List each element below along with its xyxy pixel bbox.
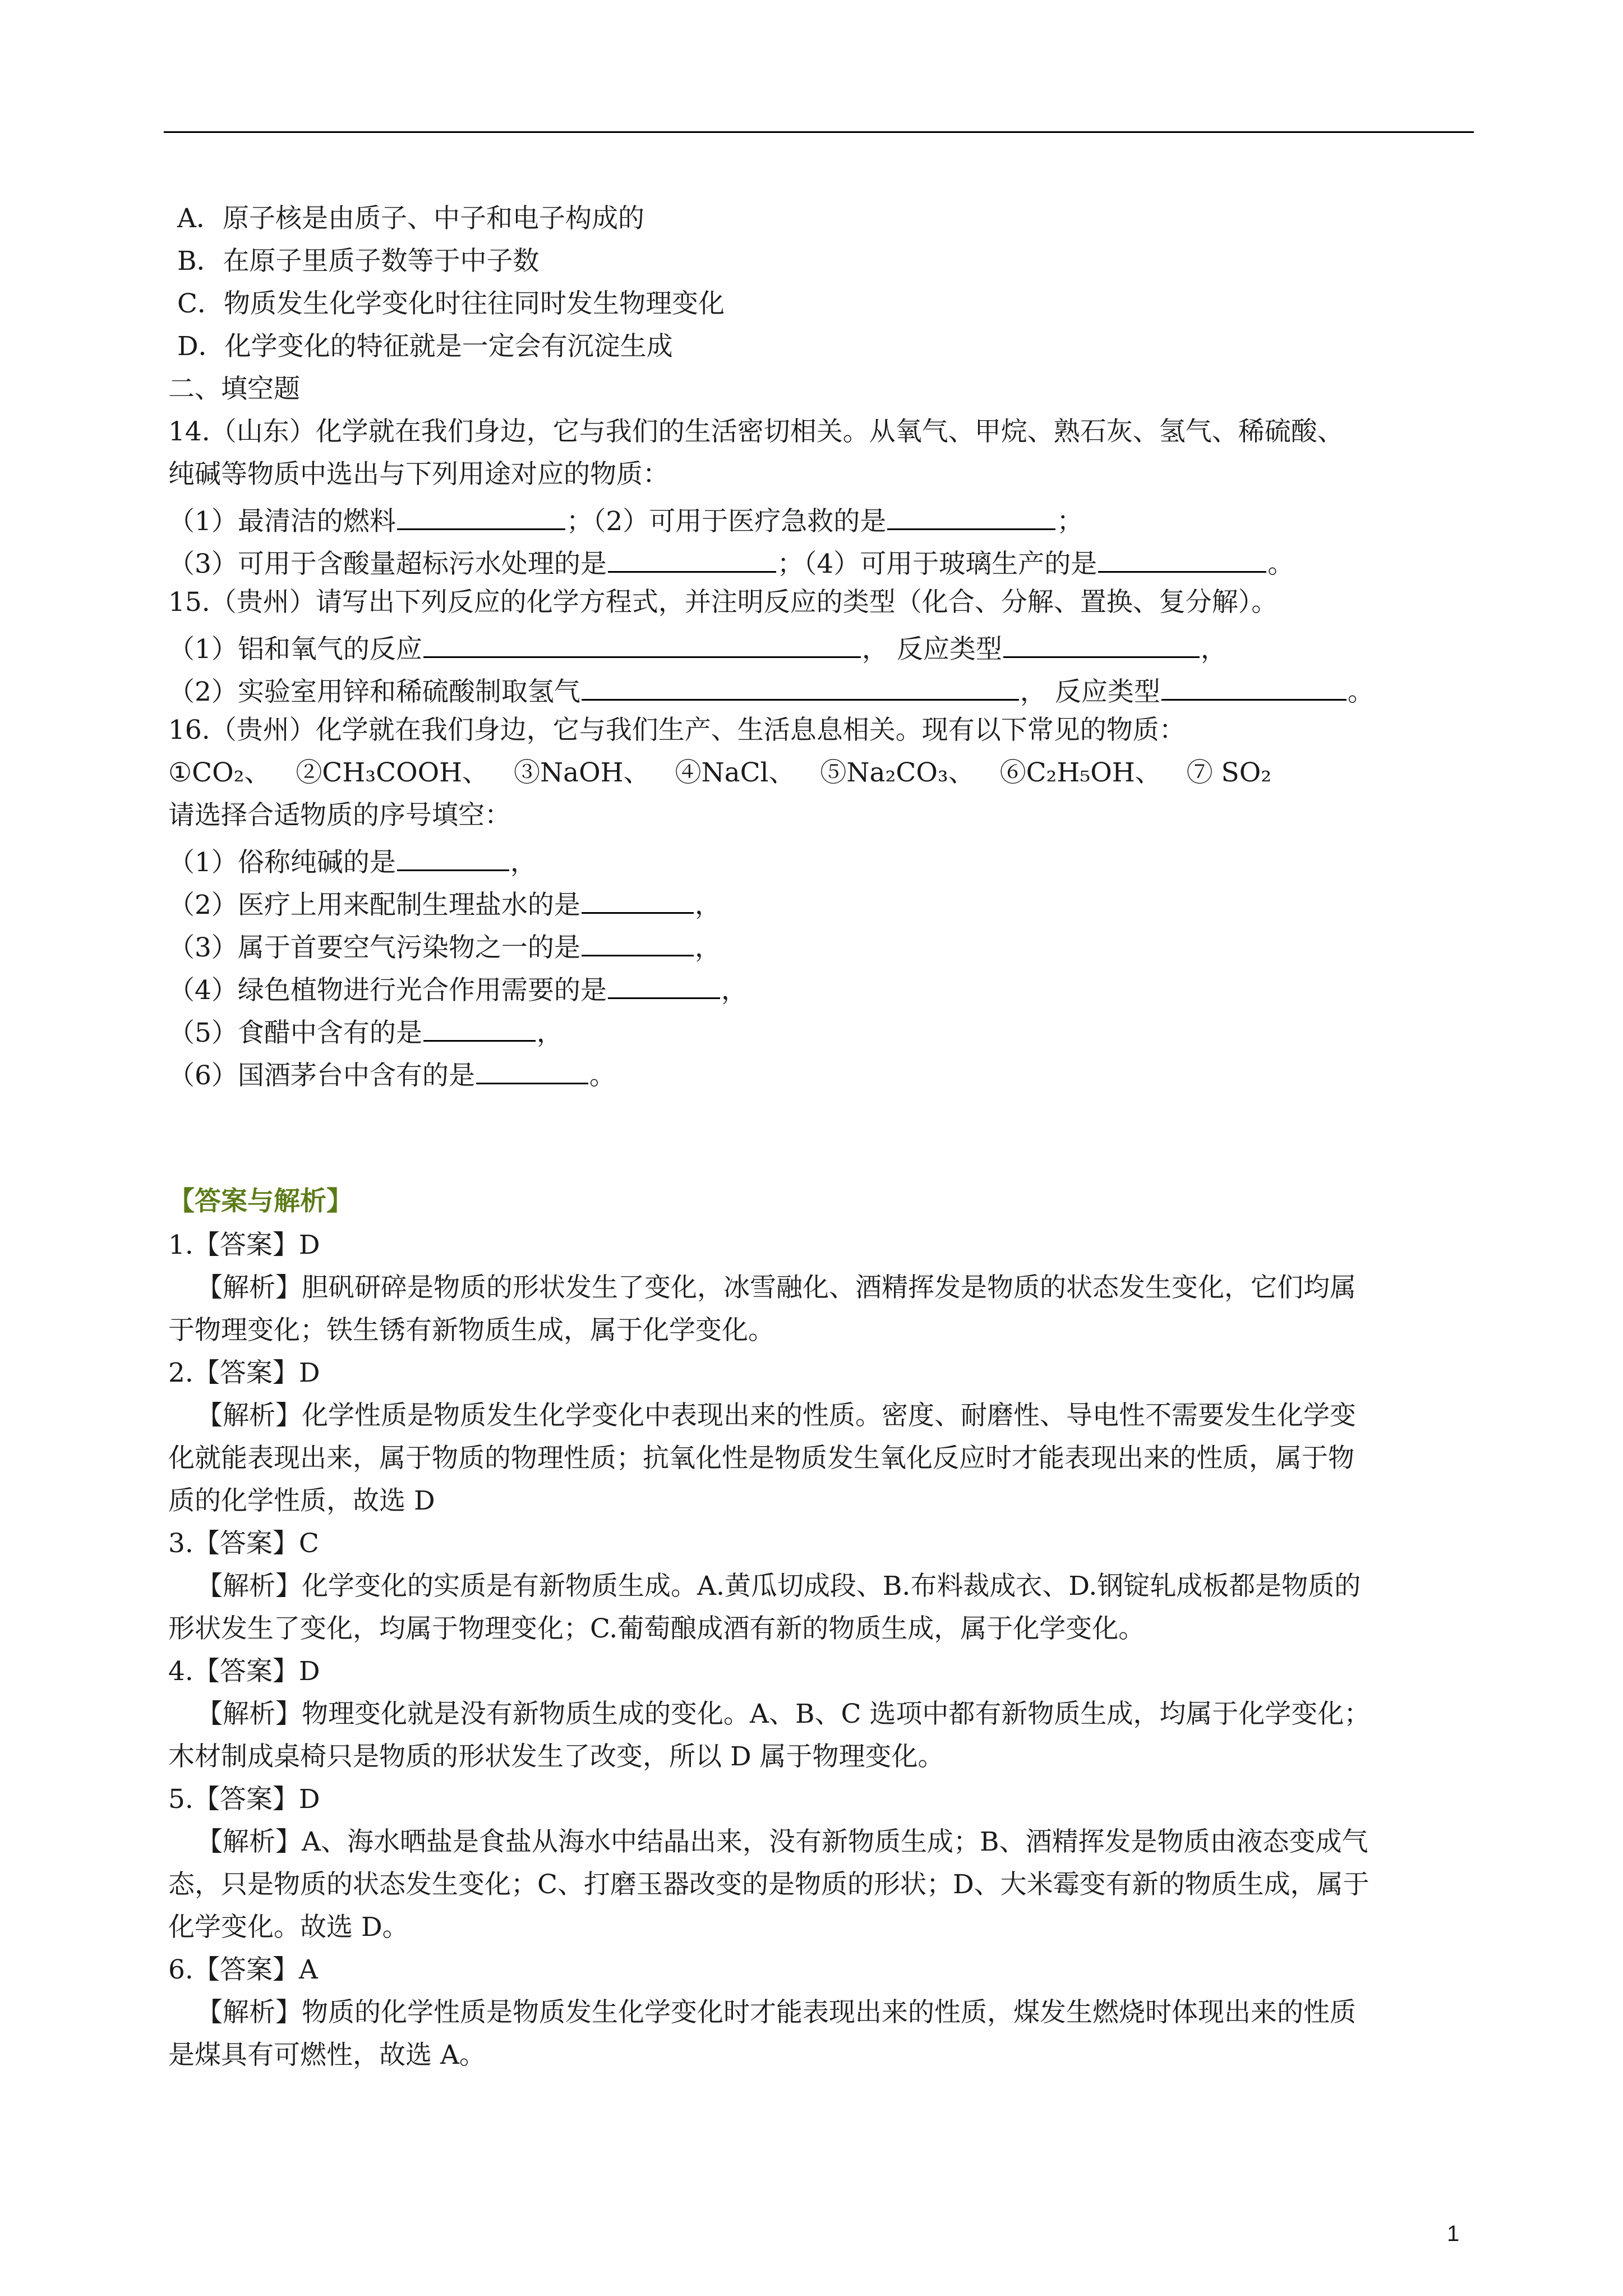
- answer-blank[interactable]: [887, 500, 1055, 530]
- explanation-line: 【解析】物理变化就是没有新物质生成的变化。A、B、C 选项中都有新物质生成，均属于化学变化；: [196, 1699, 1371, 1729]
- explanation-line: 【解析】化学性质是物质发生化学变化中表现出来的性质。密度、耐磨性、导电性不需要发生化学变: [196, 1400, 1356, 1431]
- punctuation: ，: [1200, 634, 1227, 665]
- q15-item2-text: （2）实验室用锌和稀硫酸制取氢气: [168, 677, 580, 707]
- answer-6: 6.【答案】A: [168, 1954, 318, 1985]
- explanation-line: 是煤具有可燃性，故选 A。: [168, 2040, 486, 2070]
- q16-item: [168, 1055, 616, 1091]
- q15-line2: [168, 671, 1374, 705]
- explanation-line: 化就能表现出来，属于物质的物理性质；抗氧化性是物质发生氧化反应时才能表现出来的性质，属于物: [168, 1443, 1354, 1474]
- reaction-type-blank[interactable]: [1161, 671, 1347, 701]
- option-a: A．原子核是由质子、中子和电子构成的: [177, 203, 644, 234]
- answer-4: 4.【答案】D: [168, 1656, 320, 1687]
- punctuation: ，: [536, 1018, 563, 1048]
- reaction-type-label: ， 反应类型: [1020, 677, 1160, 707]
- punctuation: 。: [1267, 549, 1294, 579]
- reaction-type-label: ， 反应类型: [861, 634, 1002, 665]
- q16-item: [168, 1012, 563, 1046]
- explanation-line: 质的化学性质，故选 D: [168, 1485, 435, 1516]
- q14-item1-text: （1）最清洁的燃料: [168, 506, 396, 537]
- answer-blank[interactable]: [397, 841, 509, 871]
- q15-stem: 15.（贵州）请写出下列反应的化学方程式，并注明反应的类型（化合、分解、置换、复分解）。: [168, 587, 1278, 618]
- explanation-line: 于物理变化；铁生锈有新物质生成，属于化学变化。: [168, 1315, 774, 1346]
- punctuation: ，: [694, 890, 721, 921]
- answer-5: 5.【答案】D: [168, 1784, 320, 1815]
- q16-item-text: （6）国酒茅台中含有的是: [168, 1060, 475, 1091]
- q16-item-text: （5）食醋中含有的是: [168, 1018, 422, 1048]
- answer-blank[interactable]: [608, 543, 776, 573]
- answer-blank[interactable]: [1098, 543, 1266, 573]
- answer-1: 1.【答案】D: [168, 1230, 320, 1260]
- q15-item1-text: （1）铝和氧气的反应: [168, 634, 422, 665]
- substance-na2co3: ⑤Na₂CO₃、: [820, 757, 975, 788]
- q16-item: [168, 841, 537, 878]
- q16-item: [168, 884, 721, 921]
- substance-co2: ①CO₂、: [168, 757, 271, 788]
- answer-blank[interactable]: [608, 969, 720, 999]
- punctuation: 。: [1347, 677, 1374, 707]
- explanation-line: 【解析】物质的化学性质是物质发生化学变化时才能表现出来的性质，煤发生燃烧时体现出来的性质: [196, 1997, 1356, 2028]
- answer-blank[interactable]: [397, 500, 565, 530]
- q16-stem: 16.（贵州）化学就在我们身边，它与我们生产、生活息息相关。现有以下常见的物质：: [168, 715, 1186, 746]
- answer-blank[interactable]: [476, 1055, 588, 1084]
- reaction-type-blank[interactable]: [1003, 628, 1200, 658]
- answer-blank[interactable]: [423, 1012, 536, 1042]
- q14-item2-text: ；（2）可用于医疗急救的是: [566, 506, 887, 537]
- punctuation: 。: [589, 1060, 616, 1091]
- explanation-line: 态，只是物质的状态发生变化；C、打磨玉器改变的是物质的形状；D、大米霉变有新的物质生成，属于: [168, 1869, 1370, 1900]
- header-rule: [164, 131, 1474, 133]
- q16-instruction: 请选择合适物质的序号填空：: [168, 800, 511, 831]
- substance-naoh: ③NaOH、: [513, 757, 650, 788]
- explanation-line: 【解析】A、海水晒盐是食盐从海水中结晶出来，没有新物质生成；B、酒精挥发是物质由液态变成气: [196, 1826, 1368, 1857]
- page-number: 1: [1447, 2221, 1460, 2246]
- explanation-line: 形状发生了变化，均属于物理变化；C.葡萄酿成酒有新的物质生成，属于化学变化。: [168, 1613, 1145, 1644]
- option-c: C．物质发生化学变化时往往同时发生物理变化: [177, 288, 725, 319]
- q14-stem-line1: 14.（山东）化学就在我们身边，它与我们的生活密切相关。从氧气、甲烷、熟石灰、氢气、稀硫酸、: [168, 416, 1344, 447]
- q14-item4-text: ；（4）可用于玻璃生产的是: [777, 549, 1098, 579]
- answer-2: 2.【答案】D: [168, 1358, 320, 1388]
- answer-blank[interactable]: [582, 927, 694, 956]
- q15-line1: [168, 628, 1227, 665]
- substance-nacl: ④NaCl、: [675, 757, 795, 788]
- substance-ethanol: ⑥C₂H₅OH、: [999, 757, 1161, 788]
- explanation-line: 木材制成桌椅只是物质的形状发生了改变，所以 D 属于物理变化。: [168, 1741, 944, 1772]
- substance-acetic-acid: ②CH₃COOH、: [296, 757, 489, 788]
- q16-item-text: （1）俗称纯碱的是: [168, 847, 396, 878]
- equation-blank[interactable]: [423, 628, 861, 658]
- explanation-line: 【解析】化学变化的实质是有新物质生成。A.黄瓜切成段、B.布料裁成衣、D.钢锭轧成板都是物质的: [196, 1571, 1361, 1602]
- answer-blank[interactable]: [582, 884, 694, 914]
- punctuation: ，: [510, 847, 537, 878]
- q16-item: [168, 927, 721, 963]
- q16-substances: [168, 756, 1271, 790]
- section-heading: 二、填空题: [168, 374, 300, 404]
- q14-line1: [168, 500, 1083, 537]
- substance-so2: ⑦ SO₂: [1186, 757, 1272, 788]
- answer-3: 3.【答案】C: [168, 1528, 319, 1559]
- q16-item: [168, 969, 748, 1006]
- explanation-line: 【解析】胆矾研碎是物质的形状发生了变化，冰雪融化、酒精挥发是物质的状态发生变化，它们均属: [196, 1272, 1356, 1303]
- answers-title: 【答案与解析】: [168, 1186, 353, 1217]
- punctuation: ；: [1057, 506, 1083, 537]
- q16-item-text: （4）绿色植物进行光合作用需要的是: [168, 975, 607, 1006]
- explanation-line: 化学变化。故选 D。: [168, 1912, 409, 1943]
- equation-blank[interactable]: [582, 671, 1019, 701]
- q14-stem-line2: 纯碱等物质中选出与下列用途对应的物质：: [168, 459, 669, 490]
- option-d: D．化学变化的特征就是一定会有沉淀生成: [177, 331, 673, 362]
- punctuation: ，: [694, 932, 721, 963]
- punctuation: ，: [721, 975, 748, 1006]
- q14-line2: [168, 543, 1294, 577]
- q14-item3-text: （3）可用于含酸量超标污水处理的是: [168, 549, 607, 579]
- q16-item-text: （2）医疗上用来配制生理盐水的是: [168, 890, 580, 921]
- option-b: B．在原子里质子数等于中子数: [177, 246, 540, 277]
- q16-item-text: （3）属于首要空气污染物之一的是: [168, 932, 580, 963]
